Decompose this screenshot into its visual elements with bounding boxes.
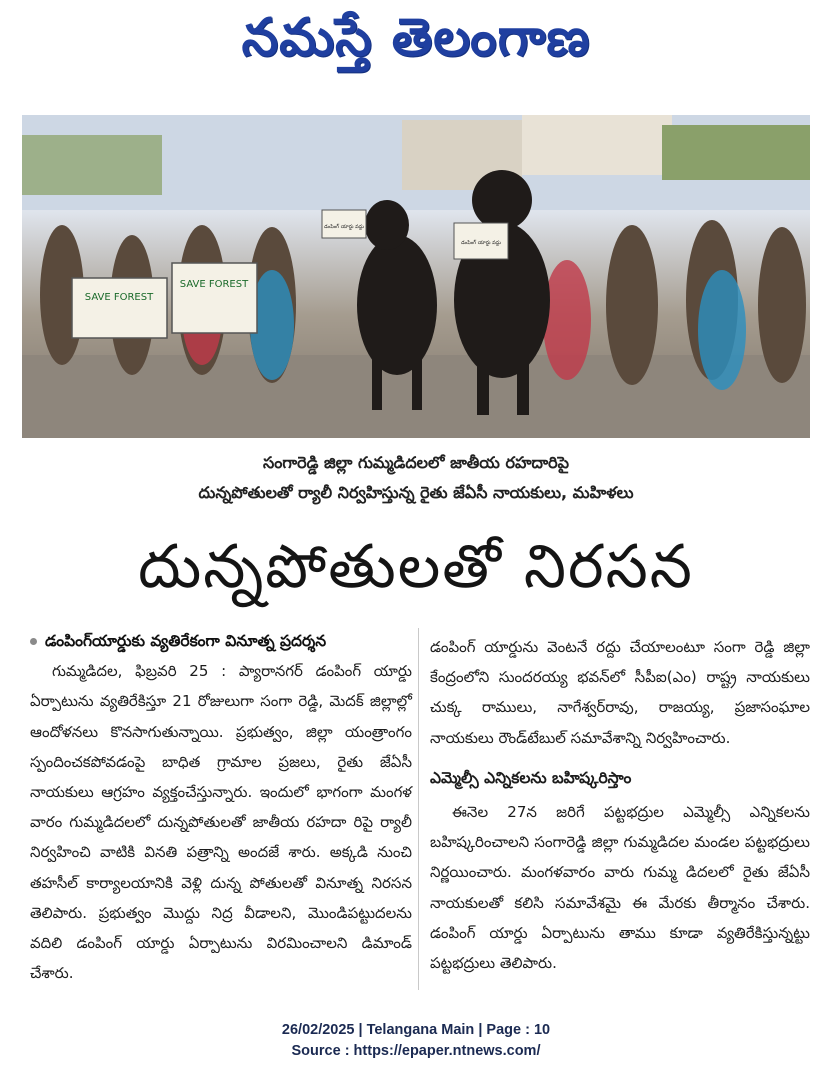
placard-3-text: డంపింగ్ యార్డు వద్దు bbox=[324, 224, 364, 230]
newspaper-title: నమస్తే తెలంగాణ bbox=[241, 7, 591, 68]
caption-line-1: సంగారెడ్డి జిల్లా గుమ్మడిదలలో జాతీయ రహదారిపై bbox=[263, 453, 569, 472]
caption-line-2: దున్నపోతులతో ర్యాలీ నిర్వహిస్తున్న రైతు జేఏసీ నాయకులు, మహిళలు bbox=[198, 483, 634, 502]
news-photo bbox=[22, 115, 810, 438]
footer-edition-line: 26/02/2025 | Telangana Main | Page : 10 bbox=[281, 1022, 551, 1038]
page-footer bbox=[0, 1020, 832, 1062]
article-paragraph-2: డంపింగ్ యార్డును వెంటనే రద్దు చేయాలంటూ సంగా రెడ్డి జిల్లా కేంద్రంలోని సుందరయ్య భవన్‌లో సీపీఐ(ఎం) రాష్ట్ర నాయకులు చుక్క రాములు, నాగేశ్వర్‌రావు, రాజయ్య, ప్రజాసంఘాల నాయకులు రౌండ్‌టేబుల్ సమావేశాన్ని నిర్వహించారు. bbox=[430, 638, 810, 747]
article-column-right bbox=[430, 632, 810, 978]
bullet-icon bbox=[30, 638, 37, 645]
column-divider bbox=[418, 628, 419, 990]
placard-2-text: SAVE FOREST bbox=[179, 279, 249, 290]
article-subhead-2: ఎమ్మెల్సీ ఎన్నికలను బహిష్కరిస్తాం bbox=[430, 768, 632, 787]
article-paragraph-3: ఈనెల 27న జరిగే పట్టభద్రుల ఎమ్మెల్సీ ఎన్నికలను బహిష్కరించాలని సంగారెడ్డి జిల్లా గుమ్మడిదల మండల పట్టభద్రులు నిర్ణయించారు. మంగళవారం వారు గుమ్మ డిదలలో రైతు జేఏసీ నాయకులతో కలిసి సమావేశమై ఈ మేరకు తీర్మానం చేశారు. డంపింగ్ యార్డు ఏర్పాటును తాము కూడా వ్యతిరేకిస్తున్నట్టు పట్టభద్రులు తెలిపారు. bbox=[430, 803, 810, 973]
article-headline: దున్నపోతులతో నిరసన bbox=[138, 532, 694, 602]
placard-1-text: SAVE FOREST bbox=[84, 292, 154, 303]
article-subhead bbox=[30, 626, 412, 656]
footer-source-line: Source : https://epaper.ntnews.com/ bbox=[291, 1043, 541, 1059]
article-subhead-text: డంపింగ్‌యార్డుకు వ్యతిరేకంగా వినూత్న ప్రదర్శన bbox=[45, 632, 327, 650]
photo-caption bbox=[0, 448, 832, 508]
article-column-left bbox=[30, 626, 412, 988]
masthead bbox=[0, 8, 832, 68]
article-paragraph-1: గుమ్మడిదల, ఫిబ్రవరి 25 : ప్యారానగర్ డంపింగ్ యార్డు ఏర్పాటును వ్యతిరేకిస్తూ 21 రోజులుగా సంగా రెడ్డి, మెదక్ జిల్లాల్లో ఆందోళనలు కొనసాగుతున్నాయి. ప్రభుత్వం, జిల్లా యంత్రాంగం స్పందించకపోవడంపై బాధిత గ్రామాల ప్రజలు, రైతు జేఏసీ నాయకులు ఆగ్రహం వ్యక్తంచేస్తున్నారు. ఇందులో భాగంగా మంగళ వారం గుమ్మడిదలలో దున్నపోతులతో జాతీయ రహదా రిపై ర్యాలీ నిర్వహించి వాటికి వినతి పత్రాన్ని అందజే శారు. అక్కడి నుంచి తహసీల్ కార్యాలయానికి వెళ్లి దున్న పోతులతో వినూత్న నిరసన తెలిపారు. ప్రభుత్వం మొద్దు నిద్ర వీడాలని, మొండిపట్టుదలను వదిలి డంపింగ్ యార్డు ఏర్పాటును విరమించాలని డిమాండ్ చేశారు. bbox=[30, 662, 412, 983]
placard-4-text: డంపింగ్ యార్డు వద్దు bbox=[461, 240, 501, 246]
